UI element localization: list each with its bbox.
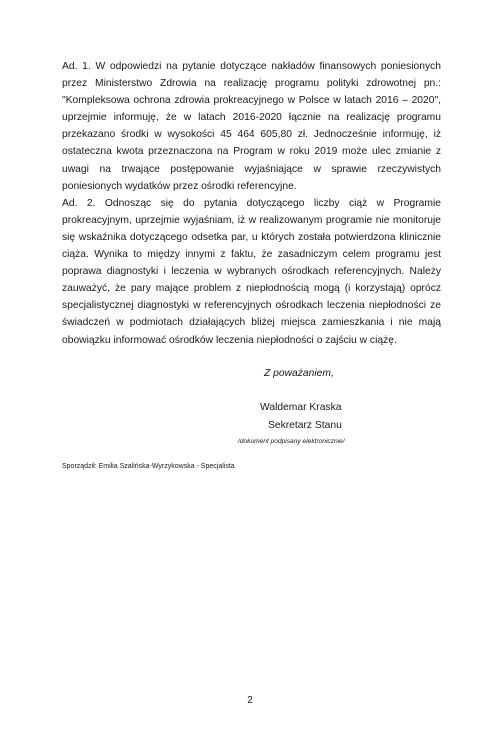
signer-name: Waldemar Kraska [260,402,342,413]
answer-paragraph-2: Ad. 2. Odnosząc się do pytania dotyczącego liczby ciąż w Programie prokreacyjnym, uprzejmie wyjaśniam, iż w realizowanym programie nie monitoruje się wskaźnika dotyczącego odsetka par, u których została potwierdzona klinicznie ciąża. Wynika to między innymi z faktu, że zasadniczym celem programu jest poprawa diagnostyki i leczenia w wybranych ośrodkach referencyjnych. Należy zauważyć, że pary mające problem z niepłodnością mogą (i korzystają) oprócz specjalistycznej diagnostyki w referencyjnych ośrodkach leczenia niepłodności ze świadczeń w podmiotach działających bliżej miejsca zamieszkania i nie mają obowiązku informować ośrodków leczenia niepłodności o zajściu w ciążę. [62,197,441,346]
page-number: 2 [247,695,253,706]
prepared-by-note: Sporządził: Emilia Szalińska-Wyrzykowska - Specjalista [62,463,235,470]
salutation: Z poważaniem, [264,368,334,379]
electronic-signature-note: /dokument podpisany elektronicznie/ [238,438,345,445]
answer-paragraph-1: Ad. 1. W odpowiedzi na pytanie dotyczące nakładów finansowych poniesionych przez Ministerstwo Zdrowia na realizację programu polityki zdrowotnej pn.: "Kompleksowa ochrona zdrowia prokreacyjnego w Polsce w latach 2016 – 2020", uprzejmie informuję, że w latach 2016-2020 łącznie na realizację programu przekazano środki w wysokości 45 464 605,80 zł. Jednocześnie informuję, iż ostateczna kwota przeznaczona na Program w roku 2019 może ulec zmianie z uwagi na trwające postępowanie wyjaśniające w sprawie rzeczywistych poniesionych wydatków przez ośrodki referencyjne. [62,61,441,192]
signer-title: Sekretarz Stanu [268,420,342,431]
letter-body [62,58,441,349]
